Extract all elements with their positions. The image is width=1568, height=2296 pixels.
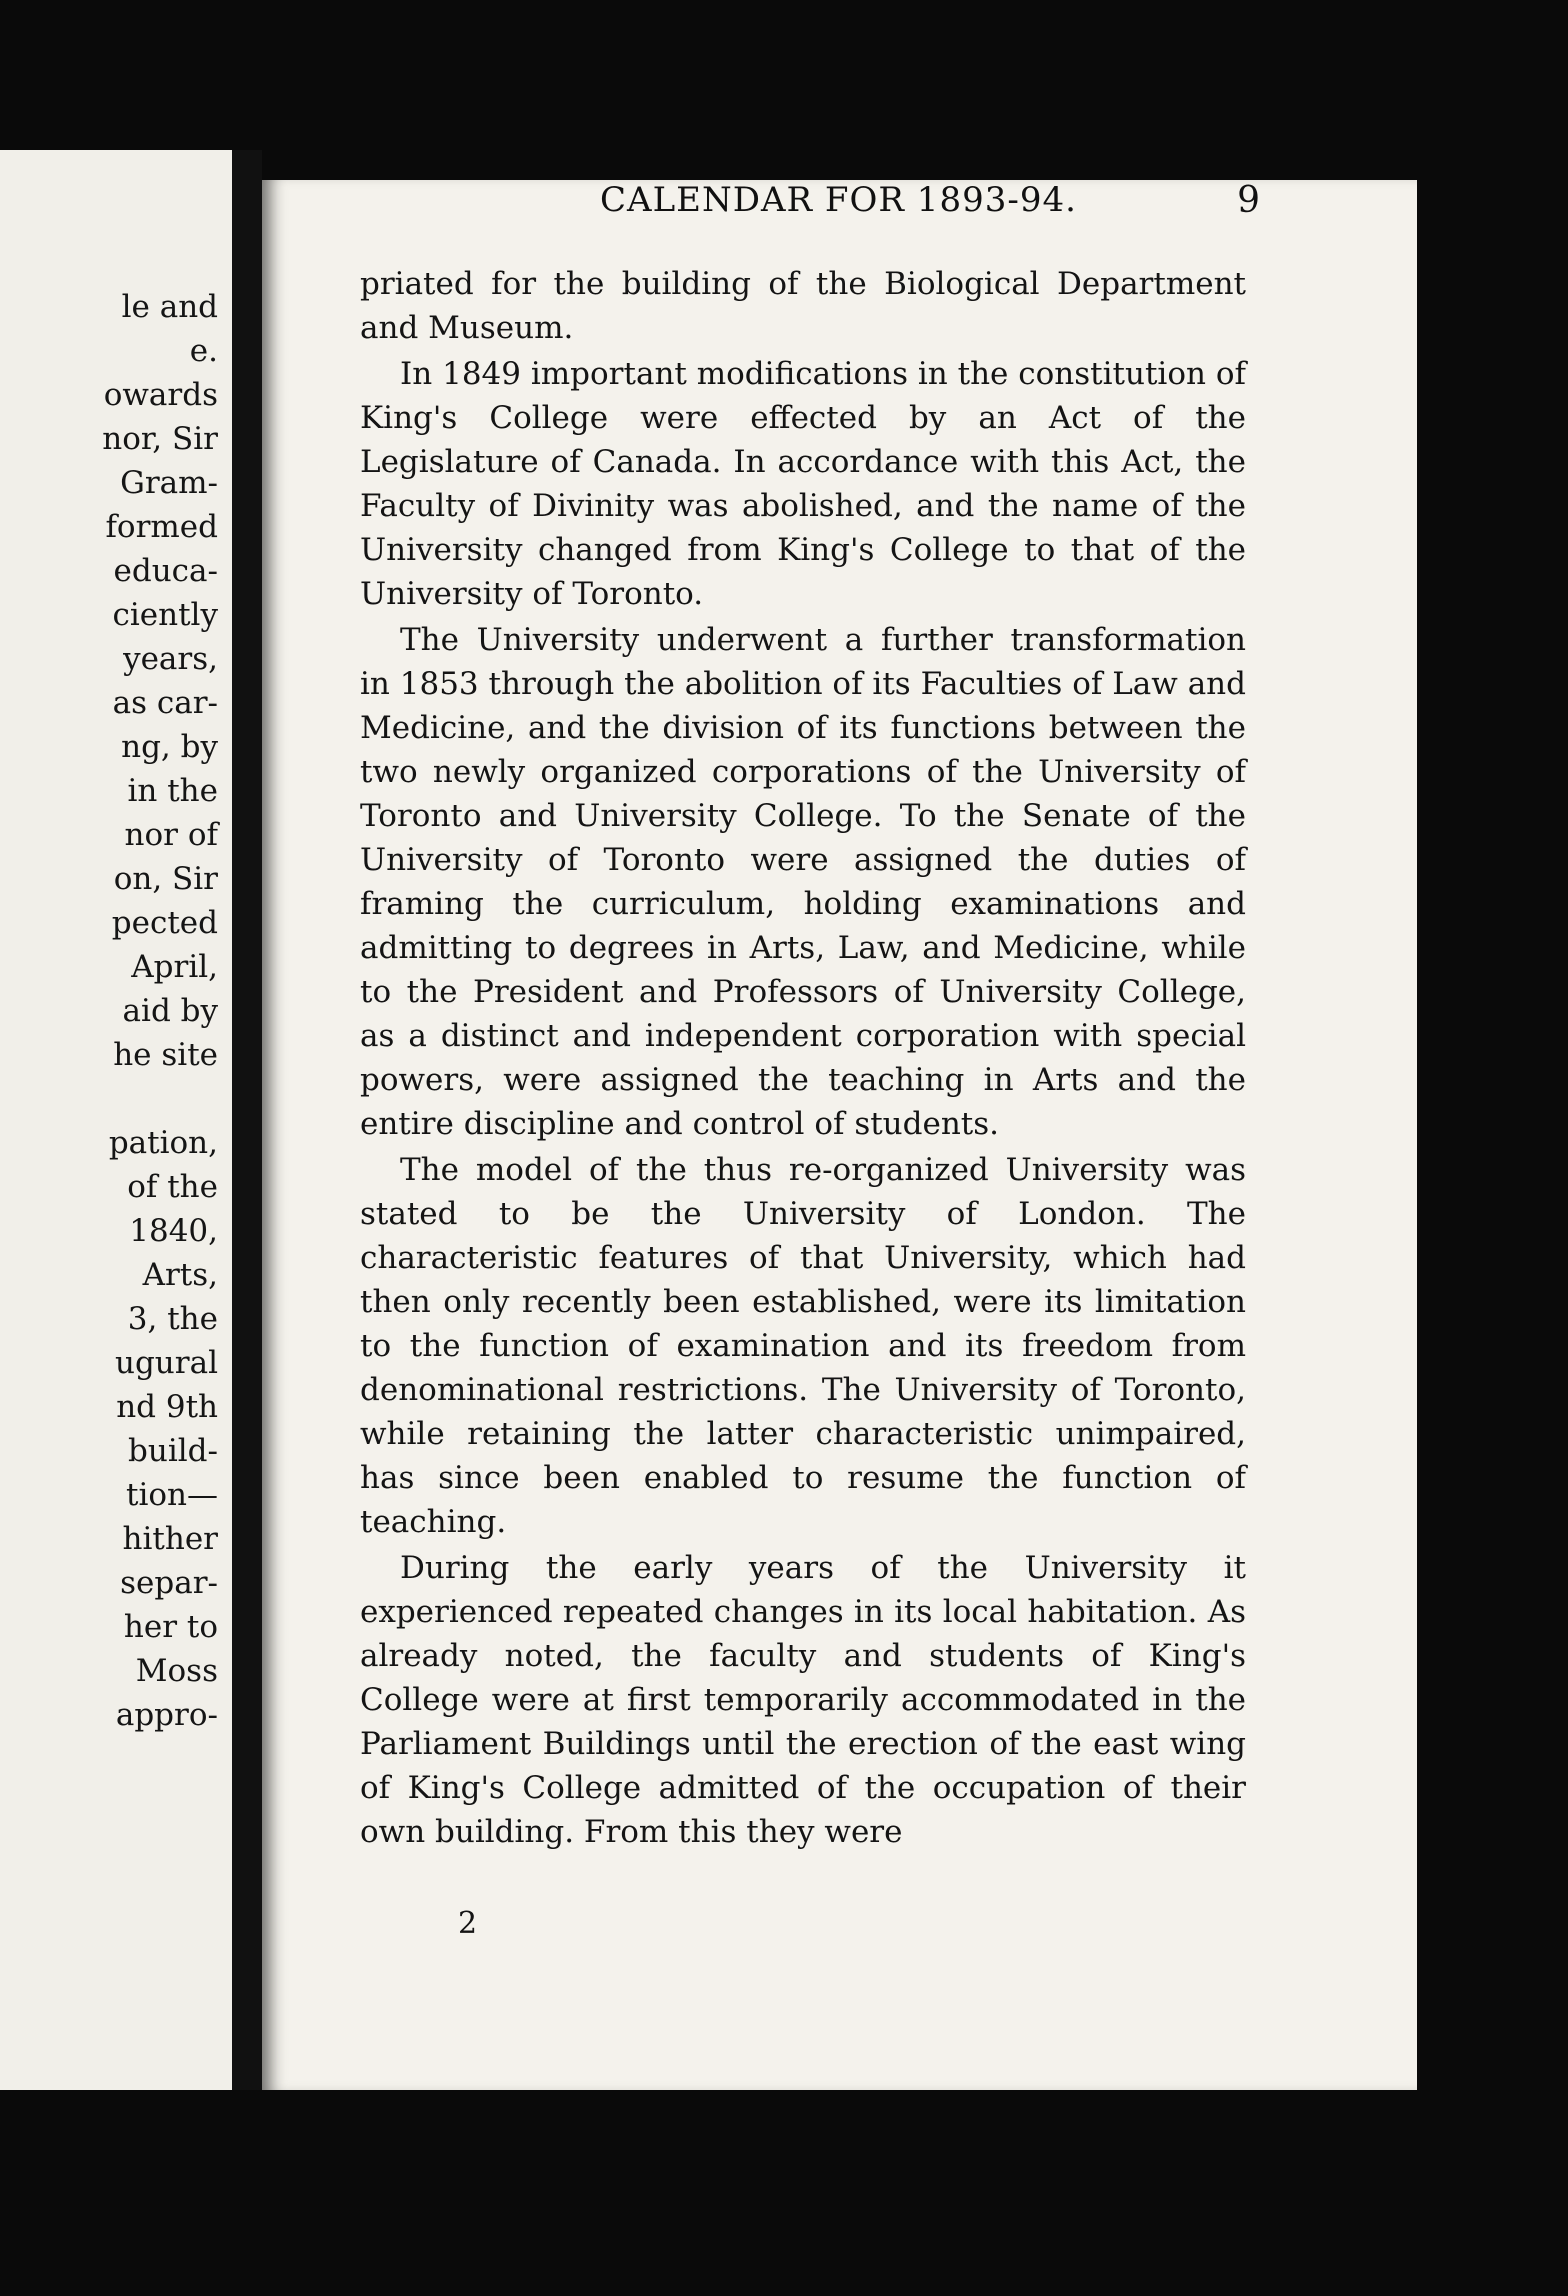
- left-page-line: on, Sir: [113, 861, 218, 897]
- signature-mark: 2: [458, 1906, 478, 1941]
- running-head: [355, 180, 1260, 230]
- left-page-line: Moss: [135, 1653, 218, 1689]
- left-page-line: ugural: [115, 1345, 218, 1381]
- paragraph: In 1849 important modifications in the constitution of King's College were effected by an Act of the Legislature of Canada. In accordance with this Act, the Faculty of Divinity was abolished, and the name of the University changed from King's College to that of the University of Toronto.: [360, 356, 1246, 612]
- book-gutter: [232, 150, 262, 2090]
- left-page-line: in the: [127, 773, 218, 809]
- left-facing-page: [0, 150, 232, 2090]
- page-number: 9: [1237, 180, 1260, 221]
- left-page-line: nor of: [124, 817, 218, 853]
- left-page-line: hither: [122, 1521, 218, 1557]
- left-page-line: formed: [105, 509, 218, 545]
- left-page-line: appro-: [115, 1697, 218, 1733]
- left-page-line: nor, Sir: [102, 421, 218, 457]
- left-page-line: 3, the: [127, 1301, 218, 1337]
- left-page-line: e.: [189, 333, 218, 369]
- left-page-line: tion—: [125, 1477, 218, 1513]
- left-page-line: owards: [103, 377, 218, 413]
- running-head-title: CALENDAR FOR 1893-94.: [600, 180, 1077, 220]
- left-page-line: pected: [111, 905, 218, 941]
- left-page-line: April,: [131, 949, 218, 985]
- left-page-line: 1840,: [129, 1213, 218, 1249]
- left-page-line: he site: [113, 1037, 218, 1073]
- left-page-line: Gram-: [120, 465, 218, 501]
- left-page-line: years,: [123, 641, 218, 677]
- body-text: [360, 262, 1246, 1856]
- paragraph: priated for the building of the Biological Department and Museum.: [360, 266, 1246, 346]
- left-page-line: le and: [121, 289, 218, 325]
- left-page-line: as car-: [112, 685, 218, 721]
- left-page-line: educa-: [113, 553, 218, 589]
- left-page-line: build-: [128, 1433, 218, 1469]
- left-page-line: aid by: [122, 993, 218, 1029]
- left-page-line: of the: [127, 1169, 218, 1205]
- left-page-line: her to: [123, 1609, 218, 1645]
- left-page-line: pation,: [108, 1125, 218, 1161]
- paragraph: The University underwent a further transformation in 1853 through the abolition of its Faculties of Law and Medicine, and the division of its functions between the two newly organized corporations of the University of Toronto and University College. To the Senate of the University of Toronto were assigned the duties of framing the curriculum, holding examinations and admitting to degrees in Arts, Law, and Medicine, while to the President and Professors of University College, as a distinct and independent corporation with special powers, were assigned the teaching in Arts and the entire discipline and control of students.: [360, 622, 1246, 1142]
- left-page-line: Arts,: [142, 1257, 218, 1293]
- left-page-line: ng, by: [121, 729, 218, 765]
- left-page-line: separ-: [120, 1565, 218, 1601]
- paragraph: The model of the thus re-organized University was stated to be the University of London. The characteristic features of that University, which had then only recently been established, were its limitation to the function of examination and its freedom from denominational restrictions. The University of Toronto, while retaining the latter characteristic unimpaired, has since been enabled to resume the function of teaching.: [360, 1152, 1246, 1540]
- left-page-line: ciently: [112, 597, 218, 633]
- left-page-line: nd 9th: [116, 1389, 218, 1425]
- paragraph: During the early years of the University it experienced repeated changes in its local habitation. As already noted, the faculty and students of King's College were at first temporarily accommodated in the Parliament Buildings until the erection of the east wing of King's College admitted of the occupation of their own building. From this they were: [360, 1550, 1246, 1850]
